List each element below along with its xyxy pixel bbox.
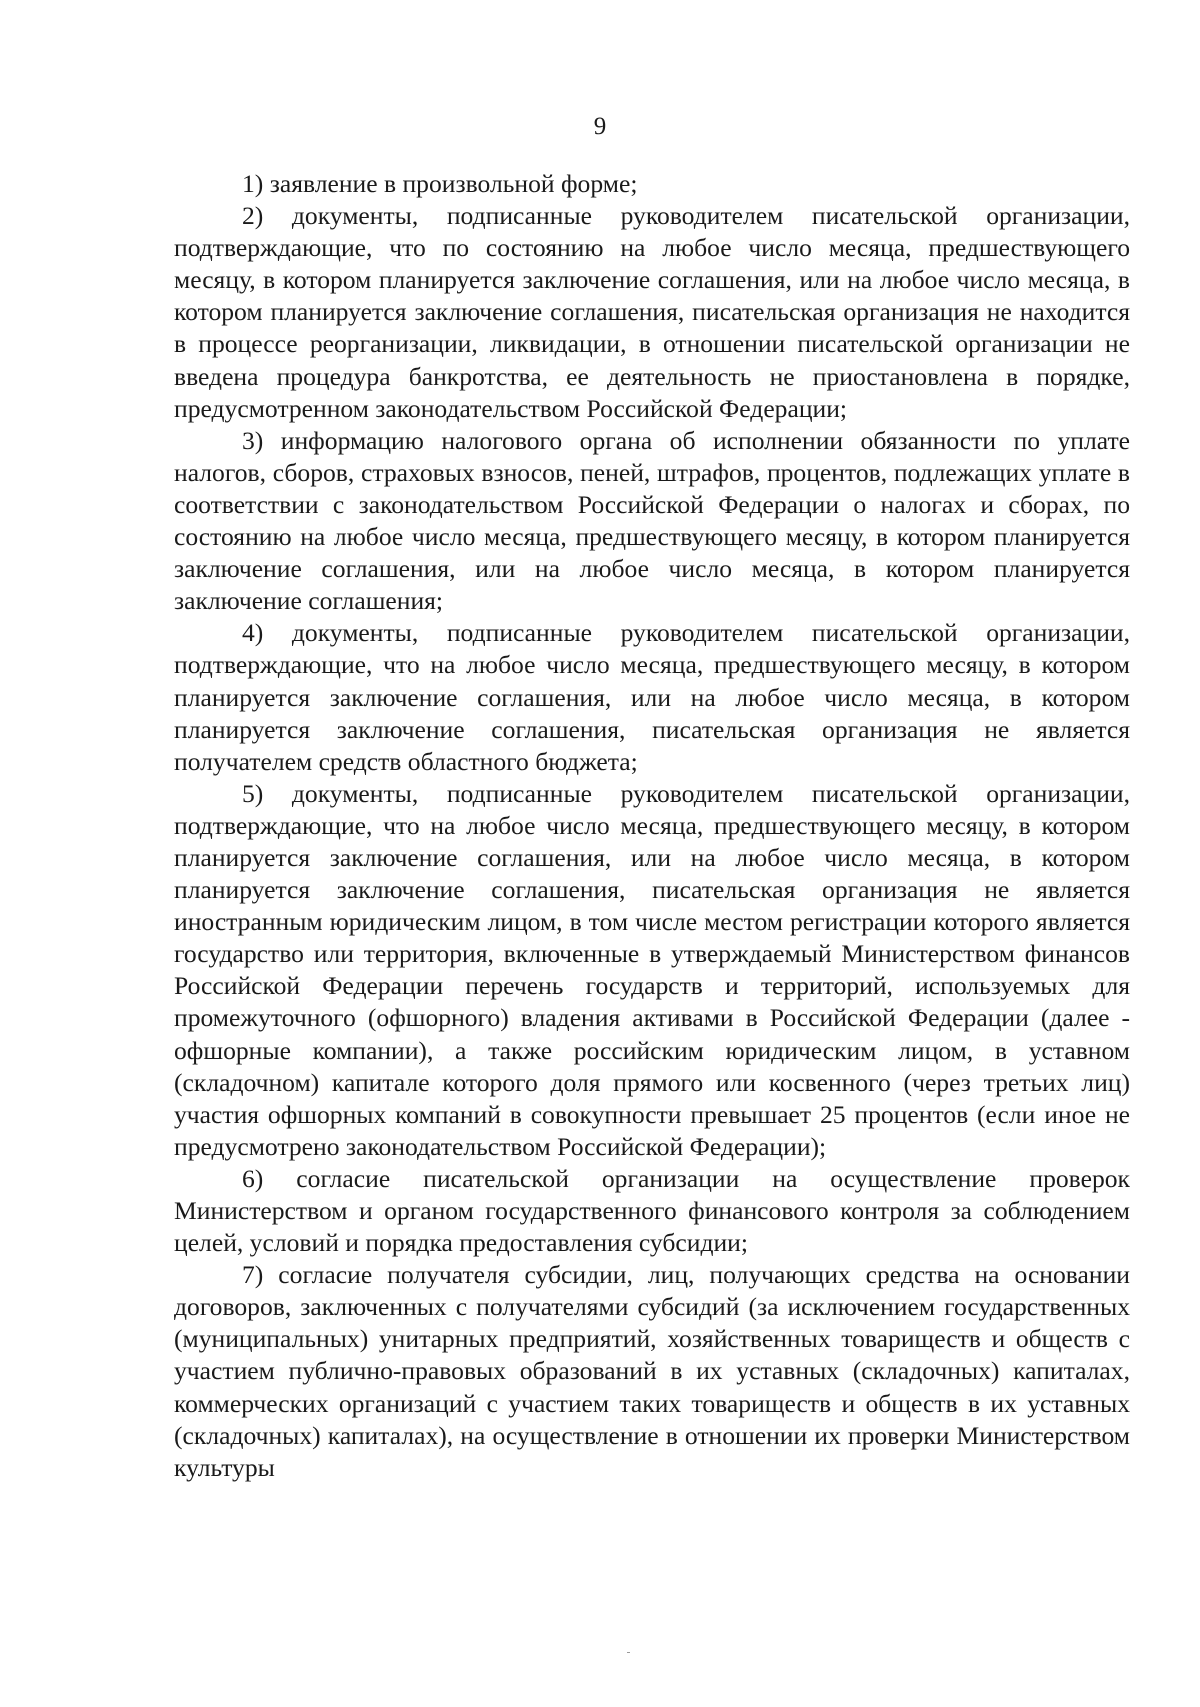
- paragraph-item-4: 4) документы, подписанные руководителем писательской организации, подтверждающие, что на любое число месяца, предшествующего месяцу, в котором планируется заключение соглашения, или на любое число месяца, в котором планируется заключение соглашения, писательская организация не является получателем средств областного бюджета;: [174, 618, 1130, 776]
- document-body: [174, 168, 1130, 1484]
- paragraph-item-6: 6) согласие писательской организации на осуществление проверок Министерством и органом государственного финансового контроля за соблюдением целей, условий и порядка предоставления субсидии;: [174, 1163, 1130, 1258]
- paragraph-item-1: 1) заявление в произвольной форме;: [242, 169, 638, 198]
- paragraph-item-2: 2) документы, подписанные руководителем писательской организации, подтверждающие, что по состоянию на любое число месяца, предшествующего месяцу, в котором планируется заключение соглашения, или на любое число месяца, в котором планируется заключение соглашения, писательская организация не находится в процессе реорганизации, ликвидации, в отношении писательской организации не введена процедура банкротства, ее деятельность не приостановлена в порядке, предусмотренном законодательством Российской Федерации;: [174, 201, 1130, 423]
- scan-artifact: [627, 1652, 630, 1653]
- page-number: 9: [593, 113, 607, 140]
- paragraph-item-7: 7) согласие получателя субсидии, лиц, получающих средства на основании договоров, заключенных с получателями субсидий (за исключением государственных (муниципальных) унитарных предприятий, хозяйственных товариществ и обществ с участием публично-правовых образований в их уставных (складочных) капиталах, коммерческих организаций с участием таких товариществ и обществ в их уставных (складочных) капиталах), на осуществление в отношении их проверки Министерством культуры: [174, 1260, 1130, 1482]
- paragraph-item-5: 5) документы, подписанные руководителем писательской организации, подтверждающие, что на любое число месяца, предшествующего месяцу, в котором планируется заключение соглашения, или на любое число месяца, в котором планируется заключение соглашения, писательская организация не является иностранным юридическим лицом, в том числе местом регистрации которого является государство или территория, включенные в утверждаемый Министерством финансов Российской Федерации перечень государств и территорий, используемых для промежуточного (офшорного) владения активами в Российской Федерации (далее - офшорные компании), а также российским юридическим лицом, в уставном (складочном) капитале которого доля прямого или косвенного (через третьих лиц) участия офшорных компаний в совокупности превышает 25 процентов (если иное не предусмотрено законодательством Российской Федерации);: [174, 778, 1130, 1161]
- paragraph-item-3: 3) информацию налогового органа об исполнении обязанности по уплате налогов, сборов, страховых взносов, пеней, штрафов, процентов, подлежащих уплате в соответствии с законодательством Российской Федерации о налогах и сборах, по состоянию на любое число месяца, предшествующего месяцу, в котором планируется заключение соглашения, или на любое число месяца, в котором планируется заключение соглашения;: [174, 425, 1130, 616]
